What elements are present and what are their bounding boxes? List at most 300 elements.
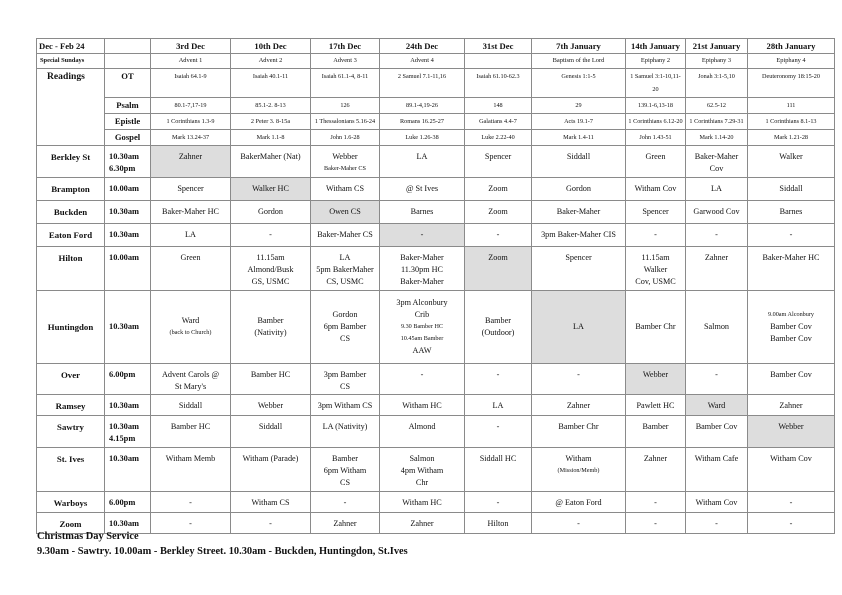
rota-cell-line: St Mary's	[174, 382, 207, 391]
rota-cell-line: Owen CS	[329, 207, 361, 216]
rota-cell	[532, 364, 626, 395]
rota-cell	[380, 364, 465, 395]
rota-cell	[151, 201, 231, 224]
church-name: Buckden	[37, 201, 105, 224]
rota-cell-line: -	[189, 498, 192, 507]
rota-cell	[311, 448, 380, 492]
reading-cell: 1 Corinthians 6.12-20	[626, 114, 686, 130]
reading-type-label: Epistle	[105, 114, 151, 130]
rota-cell	[231, 416, 311, 448]
rota-cell-line: Baker-Maher	[694, 152, 739, 161]
rota-cell-line: -	[496, 498, 500, 507]
column-header: 24th Dec	[380, 39, 465, 54]
reading-cell: Isaiah 61.10-62.3	[465, 69, 532, 98]
rota-cell	[748, 146, 835, 178]
rota-cell	[686, 364, 748, 395]
service-time	[105, 291, 151, 364]
rota-cell-line: 3pm Witham CS	[317, 401, 373, 410]
rota-cell	[380, 416, 465, 448]
rota-cell	[465, 247, 532, 291]
rota-cell	[532, 224, 626, 247]
rota-cell-line: CS	[339, 382, 350, 391]
rota-cell	[465, 448, 532, 492]
rota-cell-line: (back to Church)	[169, 329, 212, 336]
rota-cell-line: -	[715, 519, 718, 528]
rota-cell-line: Cov, USMC	[635, 277, 676, 286]
rota-cell	[686, 448, 748, 492]
rota-cell	[380, 291, 465, 364]
rota-cell-line: Baker-Maher CS	[317, 230, 373, 239]
rota-cell	[532, 448, 626, 492]
church-row	[37, 178, 835, 201]
rota-cell-line: -	[343, 498, 347, 507]
rota-cell-line: LA	[711, 184, 722, 193]
service-time-line: 10.30am	[109, 207, 140, 216]
rota-cell-line: -	[654, 230, 657, 239]
reading-type-label: Psalm	[105, 98, 151, 114]
rota-cell-line: (Outdoor)	[481, 328, 515, 337]
rota-cell-line: Witham	[565, 454, 592, 463]
rota-cell-line: -	[789, 498, 793, 507]
rota-cell-line: Bamber	[257, 316, 284, 325]
rota-cell	[231, 395, 311, 416]
rota-cell	[380, 448, 465, 492]
rota-cell	[465, 224, 532, 247]
church-name: Brampton	[37, 178, 105, 201]
rota-cell-line: Bamber	[332, 454, 358, 463]
rota-cell-line: -	[577, 519, 580, 528]
rota-cell-line: Walker	[779, 152, 803, 161]
rota-cell-line: Zahner	[779, 401, 803, 410]
rota-cell	[626, 364, 686, 395]
rota-cell-line: Siddall HC	[479, 454, 517, 463]
rota-cell-line: Gordon	[332, 310, 358, 319]
rota-cell-line: Cov	[709, 164, 724, 173]
service-time-line: 10.30am	[109, 152, 140, 161]
rota-cell	[311, 416, 380, 448]
rota-cell	[231, 146, 311, 178]
rota-cell	[686, 492, 748, 513]
rota-cell-line: 11.30pm HC	[400, 265, 443, 274]
rota-cell-line: Witham Cov	[770, 454, 812, 463]
rota-cell	[532, 247, 626, 291]
rota-cell	[231, 247, 311, 291]
rota-cell-line: Zahner	[704, 253, 729, 262]
rota-cell	[231, 224, 311, 247]
reading-cell: 80.1-7,17-19	[151, 98, 231, 114]
rota-cell-line: Walker HC	[252, 184, 289, 193]
rota-cell-line: Siddall	[258, 422, 283, 431]
rota-cell	[465, 364, 532, 395]
rota-cell-line: Spencer	[565, 253, 592, 262]
service-time	[105, 364, 151, 395]
rota-cell	[311, 395, 380, 416]
service-time	[105, 224, 151, 247]
church-row	[37, 247, 835, 291]
rota-cell-line: Siddall	[779, 184, 803, 193]
rota-cell-line: Witham CS	[325, 184, 365, 193]
rota-cell-line: Gordon	[565, 184, 591, 193]
rota-cell	[231, 178, 311, 201]
rota-cell-line: Baker-Maher CS	[324, 165, 366, 172]
column-header: 10th Dec	[231, 39, 311, 54]
church-name: Huntingdon	[37, 291, 105, 364]
rota-cell	[686, 395, 748, 416]
rota-cell-line: -	[269, 230, 272, 239]
special-sunday-cell: Epiphany 3	[686, 54, 748, 69]
rota-cell	[311, 146, 380, 178]
rota-cell-line: CS	[339, 334, 350, 343]
rota-cell-line: Salmon	[703, 322, 730, 331]
rota-cell	[626, 513, 686, 534]
rota-cell	[626, 492, 686, 513]
church-name: Warboys	[37, 492, 105, 513]
rota-cell	[686, 146, 748, 178]
rota-cell	[380, 178, 465, 201]
rota-cell-line: Webber	[778, 422, 804, 431]
rota-cell-line: LA	[573, 322, 584, 331]
rota-cell-line: Zoom	[488, 253, 508, 262]
blank-cell	[105, 54, 151, 69]
christmas-title: Christmas Day Service	[37, 531, 139, 542]
rota-cell-line: 6pm Bamber	[323, 322, 367, 331]
reading-cell: 89.1-4,19-26	[380, 98, 465, 114]
rota-cell-line: Bamber Cov	[695, 422, 738, 431]
rota-cell	[532, 416, 626, 448]
rota-cell-line: Bamber Cov	[770, 334, 812, 343]
rota-cell-line: -	[577, 370, 580, 379]
rota-cell-line: Zahner	[178, 152, 203, 161]
service-time	[105, 416, 151, 448]
rota-cell	[151, 291, 231, 364]
rota-cell	[686, 247, 748, 291]
special-sunday-cell: Advent 3	[311, 54, 380, 69]
rota-cell	[151, 492, 231, 513]
rota-cell-line: Bamber Cov	[770, 370, 812, 379]
reading-cell: Luke 2.22-40	[465, 130, 532, 146]
rota-cell-line: Witham Memb	[165, 454, 216, 463]
rota-cell-line: Bamber	[642, 422, 669, 431]
reading-row	[37, 130, 835, 146]
rota-cell-line: Zahner	[333, 519, 357, 528]
rota-cell-line: Zoom	[488, 207, 508, 216]
rota-cell-line: Siddall	[566, 152, 591, 161]
rota-cell	[532, 201, 626, 224]
service-time-line: 6.30pm	[109, 164, 136, 173]
service-time-line: 10.30am	[109, 422, 140, 431]
reading-cell: Mark 13.24-37	[151, 130, 231, 146]
special-sunday-cell: Epiphany 2	[626, 54, 686, 69]
rota-cell-line: Spencer	[177, 184, 204, 193]
reading-cell: 62.5-12	[686, 98, 748, 114]
column-header: 28th January	[748, 39, 835, 54]
church-row	[37, 448, 835, 492]
rota-cell-line: Zoom	[488, 184, 508, 193]
rota-cell-line: Barnes	[779, 207, 803, 216]
rota-cell	[532, 178, 626, 201]
rota-cell-line: Witham Cov	[695, 498, 738, 507]
rota-cell	[686, 513, 748, 534]
reading-cell: Galatians 4.4-7	[465, 114, 532, 130]
rota-cell	[231, 364, 311, 395]
service-time	[105, 448, 151, 492]
rota-cell-line: Spencer	[642, 207, 669, 216]
church-name: St. Ives	[37, 448, 105, 492]
rota-cell-line: Advent Carols @	[161, 370, 220, 379]
rota-cell-line: CS, USMC	[326, 277, 364, 286]
rota-cell-line: Bamber HC	[250, 370, 291, 379]
service-time-line: 10.30am	[109, 401, 140, 410]
special-sundays-row	[37, 54, 835, 69]
rota-cell-line: Witham HC	[402, 498, 442, 507]
service-time-line: 10.00am	[109, 253, 140, 262]
rota-cell-line: AAW	[412, 346, 432, 355]
church-row	[37, 224, 835, 247]
rota-cell-line: 3pm Bamber	[323, 370, 367, 379]
rota-cell-line: Witham CS	[251, 498, 290, 507]
church-name: Zoom	[37, 513, 105, 534]
rota-cell-line: Bamber	[485, 316, 511, 325]
reading-cell: 148	[465, 98, 532, 114]
column-header: 21st January	[686, 39, 748, 54]
reading-cell: Mark 1.1-8	[231, 130, 311, 146]
rota-cell-line: -	[789, 230, 793, 239]
rota-cell	[626, 178, 686, 201]
rota-cell	[748, 513, 835, 534]
rota-cell-line: Chr	[415, 478, 429, 487]
rota-cell	[151, 364, 231, 395]
rota-cell	[231, 492, 311, 513]
rota-cell	[626, 247, 686, 291]
rota-cell-line: Baker-Maher HC	[762, 253, 820, 262]
christmas-details: 9.30am - Sawtry. 10.00am - Berkley Street. 10.30am - Buckden, Huntingdon, St.Ives	[37, 546, 408, 557]
rota-cell-line: BakerMaher (Nat)	[240, 152, 301, 161]
rota-cell	[380, 492, 465, 513]
rota-cell-line: Witham Cafe	[694, 454, 739, 463]
special-sunday-cell: Epiphany 4	[748, 54, 835, 69]
rota-cell-line: Witham (Parade)	[242, 454, 299, 463]
rota-cell-line: -	[496, 370, 500, 379]
church-name: Over	[37, 364, 105, 395]
rota-cell-line: Witham Cov	[634, 184, 677, 193]
rota-cell-line: Bamber Chr	[635, 322, 676, 331]
rota-cell	[380, 146, 465, 178]
rota-cell-line: (Mission/Memb)	[557, 467, 600, 474]
reading-cell: Deuteronomy 18:15-20	[748, 69, 835, 98]
rota-cell	[532, 146, 626, 178]
rota-cell	[532, 513, 626, 534]
church-row	[37, 492, 835, 513]
rota-cell-line: -	[420, 230, 424, 239]
rota-cell	[151, 416, 231, 448]
rota-cell	[465, 513, 532, 534]
readings-label	[37, 114, 105, 130]
church-row	[37, 395, 835, 416]
rota-cell	[465, 395, 532, 416]
rota-cell-line: 9.30 Bamber HC	[400, 323, 444, 330]
rota-cell	[748, 448, 835, 492]
period-label: Dec - Feb 24	[37, 39, 105, 54]
rota-cell-line: Bamber Chr	[558, 422, 599, 431]
service-time-line: 10.30am	[109, 322, 140, 331]
service-time	[105, 178, 151, 201]
service-time	[105, 492, 151, 513]
reading-cell: Acts 19.1-7	[532, 114, 626, 130]
rota-cell	[748, 178, 835, 201]
church-row	[37, 201, 835, 224]
rota-cell	[151, 247, 231, 291]
rota-cell	[686, 224, 748, 247]
reading-cell: Luke 1.26-38	[380, 130, 465, 146]
rota-cell	[748, 201, 835, 224]
rota-cell	[465, 492, 532, 513]
rota-cell-line: Gordon	[257, 207, 283, 216]
rota-cell-line: Zahner	[643, 454, 668, 463]
rota-cell	[748, 395, 835, 416]
rota-cell-line: -	[789, 519, 793, 528]
reading-cell: 1 Thessalonians 5.16-24	[311, 114, 380, 130]
rota-cell-line: LA	[339, 253, 351, 262]
rota-cell-line: (Nativity)	[254, 328, 287, 337]
rota-cell	[311, 492, 380, 513]
rota-cell	[532, 291, 626, 364]
rota-cell	[465, 201, 532, 224]
readings-label	[37, 98, 105, 114]
rota-cell-line: Webber	[257, 401, 284, 410]
rota-cell-line: Bamber HC	[170, 422, 211, 431]
reading-cell: Isaiah 61.1-4, 8-11	[311, 69, 380, 98]
rota-cell-line: -	[654, 519, 657, 528]
column-header: 31st Dec	[465, 39, 532, 54]
rota-cell-line: Almond/Busk	[247, 265, 294, 274]
special-sunday-cell: Advent 4	[380, 54, 465, 69]
rota-cell-line: LA (Nativity)	[322, 422, 368, 431]
rota-cell-line: Bamber Cov	[770, 322, 812, 331]
rota-cell-line: 11.15am	[641, 253, 670, 262]
rota-cell-line: -	[715, 370, 718, 379]
special-sunday-cell: Advent 1	[151, 54, 231, 69]
rota-cell-line: Green	[180, 253, 201, 262]
special-sundays-label: Special Sundays	[37, 54, 105, 69]
service-time-line: 4.15pm	[109, 434, 136, 443]
rota-cell	[748, 224, 835, 247]
reading-cell: Genesis 1:1-5	[532, 69, 626, 98]
column-header: 3rd Dec	[151, 39, 231, 54]
rota-cell	[231, 201, 311, 224]
church-name: Berkley St	[37, 146, 105, 178]
rota-cell-line: -	[496, 230, 500, 239]
service-time	[105, 146, 151, 178]
reading-cell: Romans 16.25-27	[380, 114, 465, 130]
rota-cell-line: 9.00am Alconbury	[767, 311, 815, 318]
rota-cell-line: Baker-Maher	[556, 207, 601, 216]
rota-cell	[465, 291, 532, 364]
rota-cell-line: GS, USMC	[251, 277, 290, 286]
service-time	[105, 201, 151, 224]
reading-cell: Mark 1.21-28	[748, 130, 835, 146]
rota-cell	[686, 178, 748, 201]
church-name: Ramsey	[37, 395, 105, 416]
rota-cell-line: 6pm Witham	[323, 466, 367, 475]
rota-cell-line: 3pm Baker-Maher CIS	[541, 230, 616, 239]
rota-cell	[686, 416, 748, 448]
service-time-line: 10.00am	[109, 184, 140, 193]
rota-cell	[380, 395, 465, 416]
rota-cell-line: -	[496, 422, 500, 431]
rota-cell	[380, 201, 465, 224]
rota-cell	[748, 247, 835, 291]
rota-cell-line: Webber	[642, 370, 669, 379]
rota-cell-line: Barnes	[410, 207, 434, 216]
rota-cell-line: Spencer	[484, 152, 512, 161]
service-time-line: 10.30am	[109, 230, 140, 239]
rota-cell	[311, 247, 380, 291]
rota-cell	[532, 395, 626, 416]
reading-cell: 139.1-6,13-18	[626, 98, 686, 114]
rota-cell	[311, 364, 380, 395]
rota-cell	[626, 224, 686, 247]
rota-cell-line: Webber	[332, 152, 358, 161]
service-time-line: 6.00pm	[109, 498, 136, 507]
rota-cell	[151, 224, 231, 247]
reading-cell: 111	[748, 98, 835, 114]
rota-cell-line: Baker-Maher	[400, 277, 444, 286]
rota-cell-line: 4pm Witham	[400, 466, 444, 475]
header-row	[37, 39, 835, 54]
rota-cell-line: LA	[185, 230, 196, 239]
column-header: 17th Dec	[311, 39, 380, 54]
rota-cell	[465, 178, 532, 201]
reading-cell: 29	[532, 98, 626, 114]
rota-cell-line: -	[269, 519, 272, 528]
rota-cell-line: Garwood Cov	[693, 207, 740, 216]
service-rota-table	[36, 38, 835, 534]
rota-cell-line: Ward	[181, 316, 200, 325]
reading-cell: 2 Peter 3. 8-15a	[231, 114, 311, 130]
rota-cell-line: -	[715, 230, 718, 239]
reading-cell: Isaiah 64.1-9	[151, 69, 231, 98]
reading-cell: 1 Samuel 3:1-10,11-20	[626, 69, 686, 98]
christmas-day-section	[37, 529, 408, 559]
rota-cell	[626, 395, 686, 416]
rota-cell	[311, 201, 380, 224]
reading-type-label: Gospel	[105, 130, 151, 146]
rota-cell-line: Zahner	[410, 519, 434, 528]
rota-cell	[686, 201, 748, 224]
special-sunday-cell: Advent 2	[231, 54, 311, 69]
church-row	[37, 146, 835, 178]
rota-cell-line: Walker	[643, 265, 668, 274]
rota-cell-line: @ St Ives	[405, 184, 439, 193]
service-time-line: 10.30am	[109, 454, 140, 463]
reading-cell: Mark 1.14-20	[686, 130, 748, 146]
rota-cell-line: Baker-Maher HC	[162, 207, 219, 216]
rota-cell-line: Witham HC	[402, 401, 442, 410]
church-row	[37, 416, 835, 448]
rota-cell-line: Pawlett HC	[636, 401, 675, 410]
reading-cell: 1 Corinthians 8.1-13	[748, 114, 835, 130]
rota-cell-line: Crib	[414, 310, 430, 319]
readings-label	[37, 130, 105, 146]
rota-cell-line: 5pm BakerMaher	[316, 265, 374, 274]
reading-cell: 1 Corinthians 1.3-9	[151, 114, 231, 130]
service-time-line: 10.30am	[109, 519, 140, 528]
rota-cell	[626, 201, 686, 224]
rota-cell-line: 10.45am Bamber	[400, 335, 444, 342]
rota-cell	[151, 448, 231, 492]
reading-type-label: OT	[105, 69, 151, 98]
reading-cell: 126	[311, 98, 380, 114]
